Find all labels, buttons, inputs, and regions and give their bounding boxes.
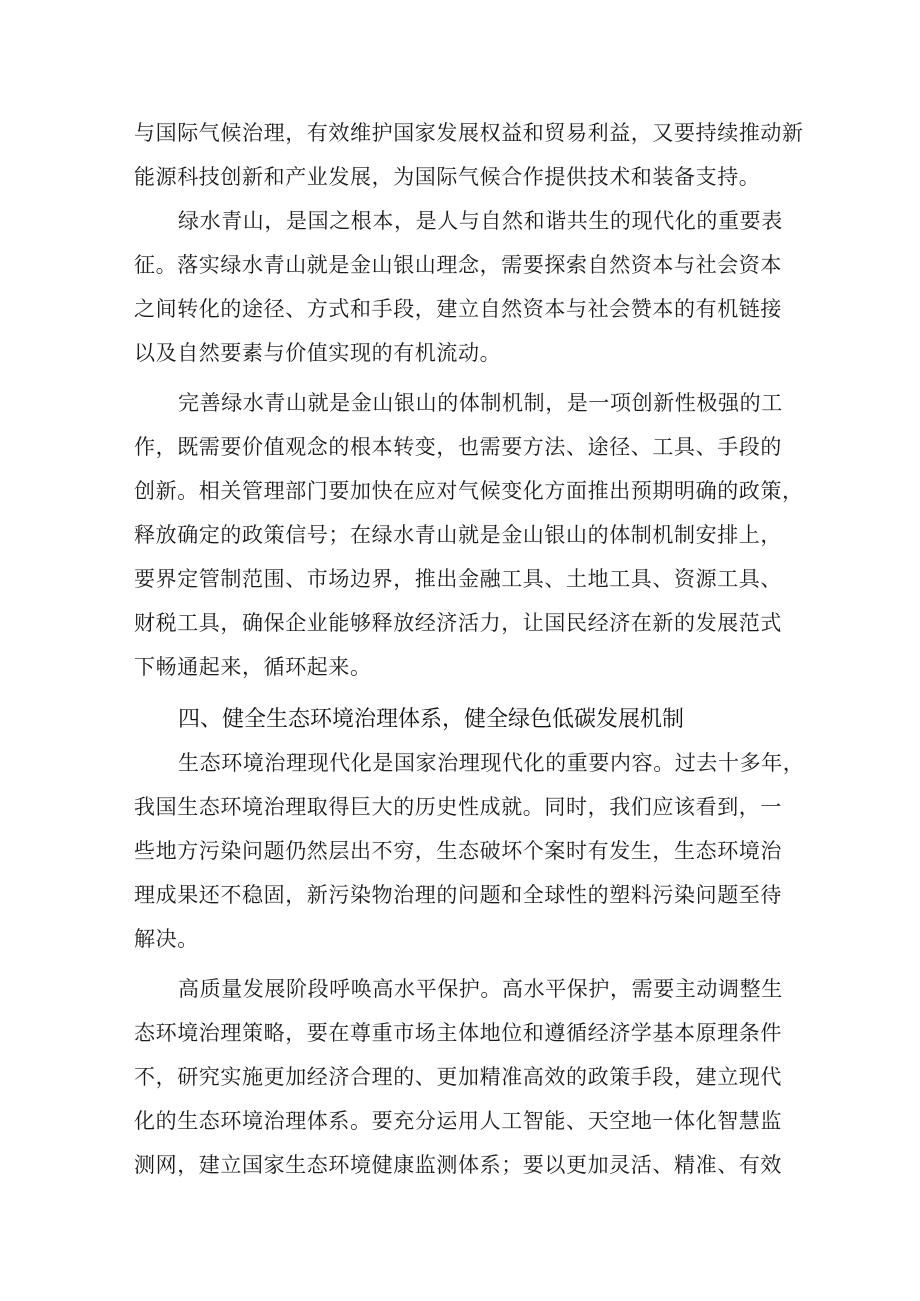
section-heading: 四、健全生态环境治理体系，健全绿色低碳发展机制: [178, 707, 685, 732]
text-line: 完善绿水青山就是金山银山的体制机制，是一项创新性极强的工: [178, 391, 783, 415]
text-line: 作，既需要价值观念的根本转变，也需要方法、途径、工具、手段的: [134, 435, 782, 459]
text-line: 绿水青山，是国之根本，是人与自然和谐共生的现代化的重要表: [178, 209, 783, 233]
text-line: 创新。相关管理部门要加快在应对气候变化方面推出预期明确的政策，: [134, 479, 804, 503]
text-line: 要界定管制范围、市场边界，推出金融工具、土地工具、资源工具、: [134, 567, 782, 591]
text-line: 生态环境治理现代化是国家治理现代化的重要内容。过去十多年，: [178, 751, 805, 775]
text-line: 高质量发展阶段呼唤高水平保护。高水平保护，需要主动调整生: [178, 977, 783, 1001]
text-line: 我国生态环境治理取得巨大的历史性成就。同时，我们应该看到，一: [134, 795, 782, 819]
text-line: 测网，建立国家生态环境健康监测体系；要以更加灵活、精准、有效: [134, 1153, 782, 1177]
text-line: 征。落实绿水青山就是金山银山理念，需要探索自然资本与社会资本: [134, 253, 782, 277]
text-line: 化的生态环境治理体系。要充分运用人工智能、天空地一体化智慧监: [134, 1109, 782, 1133]
text-line: 财税工具，确保企业能够释放经济活力，让国民经济在新的发展范式: [134, 611, 782, 635]
text-line: 不，研究实施更加经济合理的、更加精准高效的政策手段，建立现代: [134, 1065, 782, 1089]
text-line: 些地方污染问题仍然层出不穷，生态破坏个案时有发生，生态环境治: [134, 839, 782, 863]
text-line: 态环境治理策略，要在尊重市场主体地位和遵循经济学基本原理条件: [134, 1021, 782, 1045]
text-line: 释放确定的政策信号；在绿水青山就是金山银山的体制机制安排上，: [134, 523, 782, 547]
text-line: 能源科技创新和产业发展，为国际气候合作提供技术和装备支持。: [134, 165, 761, 189]
text-line: 理成果还不稳固，新污染物治理的问题和全球性的塑料污染问题至待: [134, 883, 782, 907]
text-line: 与国际气候治理，有效维护国家发展权益和贸易利益，又要持续推动新: [134, 121, 804, 145]
text-line: 下畅通起来，循环起来。: [134, 655, 372, 679]
text-line: 以及自然要素与价值实现的有机流动。: [134, 341, 502, 365]
text-line: 之间转化的途径、方式和手段，建立自然资本与社会赞本的有机链接: [134, 297, 782, 321]
text-line: 解决。: [134, 927, 199, 951]
